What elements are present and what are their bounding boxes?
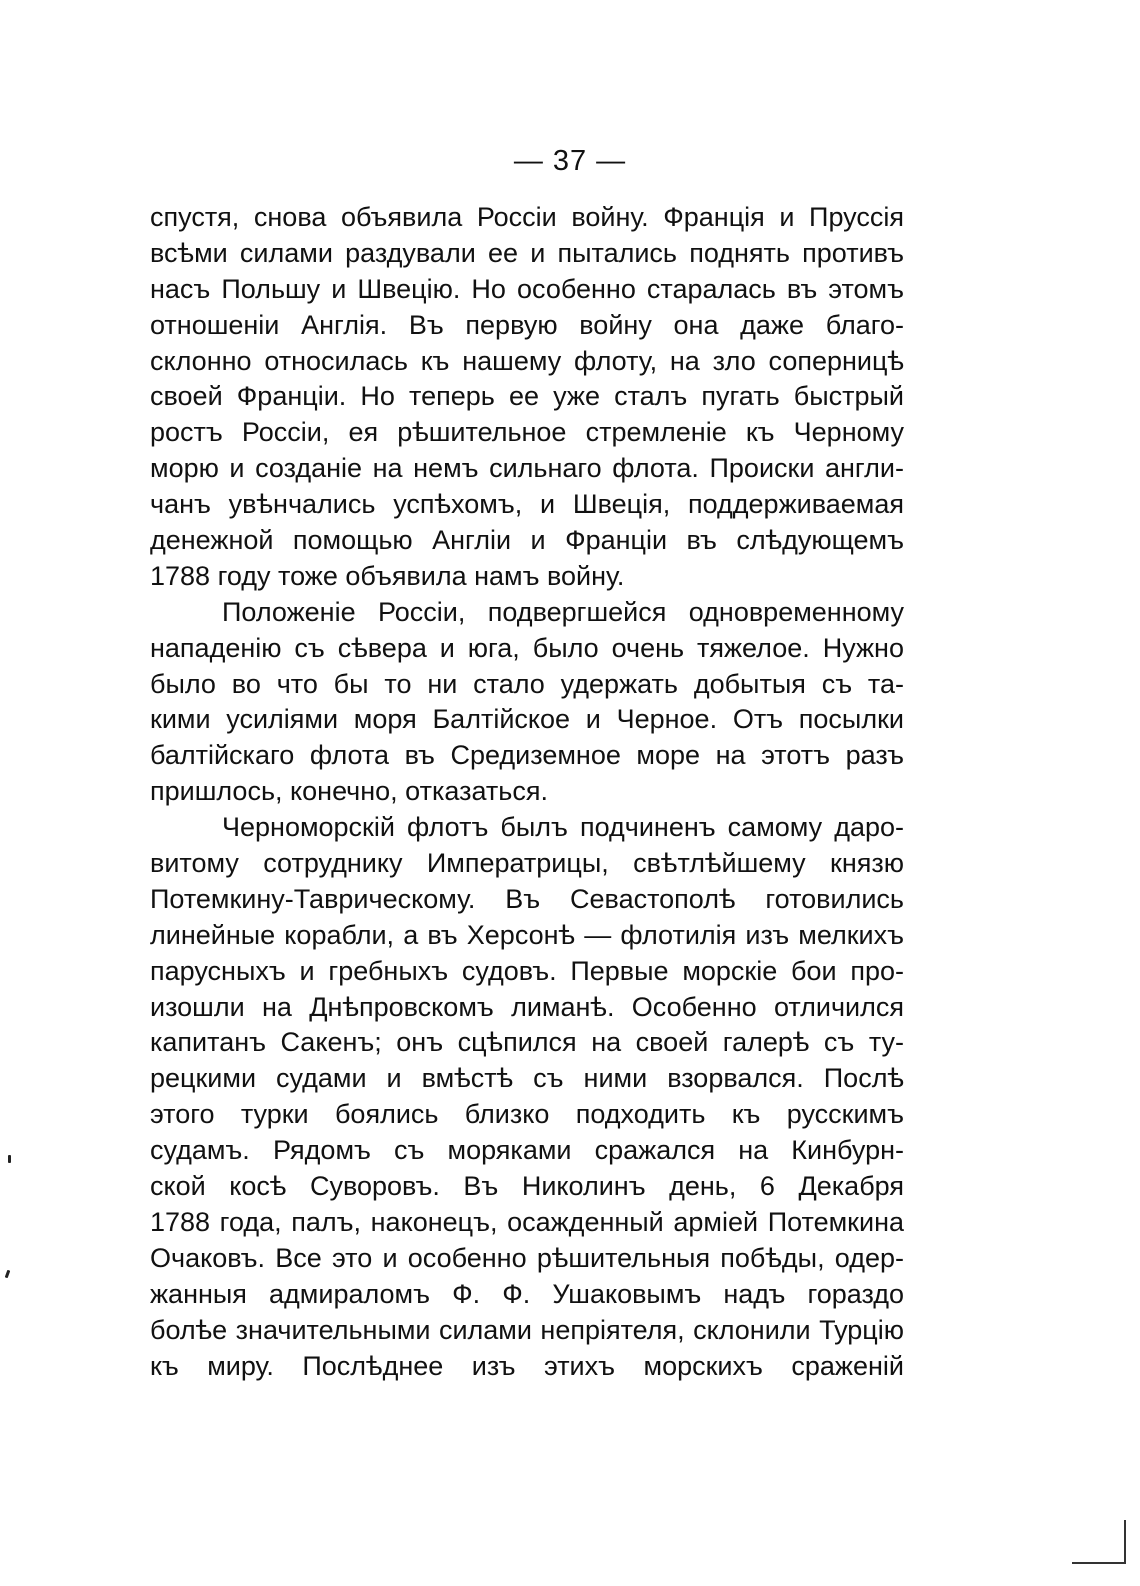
text-line: спустя, снова объявила Россіи войну. Франція и Пруссія [150, 202, 904, 232]
text-line: болѣе значительными силами непріятеля, склонили Турцію [150, 1314, 904, 1345]
text-line: 1788 года, палъ, наконецъ, осажденный арміей Потемкина [150, 1206, 904, 1237]
text-line: пришлось, конечно, отказаться. [150, 776, 548, 807]
text-line: Очаковъ. Все это и особенно рѣшительныя побѣды, одер- [150, 1242, 904, 1273]
text-line: Положеніе Россіи, подвергшейся одновременному [222, 596, 904, 627]
text-line: насъ Польшу и Швецію. Но особенно старалась въ этомъ [150, 273, 904, 304]
text-line: линейные корабли, а въ Херсонѣ — флотилія изъ мелкихъ [150, 919, 904, 950]
paragraph [150, 595, 904, 810]
text-line: изошли на Днѣпровскомъ лиманѣ. Особенно отличился [150, 991, 904, 1022]
scan-speck [5, 1270, 11, 1279]
text-line: балтійскаго флота въ Средиземное море на этотъ разъ [150, 740, 904, 771]
text-line: рецкими судами и вмѣстѣ съ ними взорвался. Послѣ [150, 1063, 904, 1094]
text-line: было во что бы то ни стало удержать добытыя съ та- [150, 668, 904, 699]
text-line: чанъ увѣнчались успѣхомъ, и Швеція, поддерживаемая [150, 489, 904, 520]
paragraph [150, 810, 904, 1384]
crop-mark [1072, 1562, 1126, 1564]
text-line: ростъ Россіи, ея рѣшительное стремленіе къ Черному [150, 417, 904, 448]
text-line: къ миру. Послѣднее изъ этихъ морскихъ сраженій [150, 1350, 904, 1381]
text-line: этого турки боялись близко подходить къ русскимъ [150, 1099, 904, 1130]
text-line: денежной помощью Англіи и Франціи въ слѣдующемъ [150, 525, 904, 556]
paragraph [150, 200, 904, 595]
text-line: своей Франціи. Но теперь ее уже сталъ пугать быстрый [150, 381, 904, 412]
text-line: жанныя адмираломъ Ф. Ф. Ушаковымъ надъ гораздо [150, 1278, 904, 1309]
text-line: нападенію съ сѣвера и юга, было очень тяжелое. Нужно [150, 632, 904, 663]
page-number: — 37 — [513, 145, 627, 177]
text-line: Черноморскій флотъ былъ подчиненъ самому даро- [222, 812, 904, 843]
text-line: всѣми силами раздували ее и пытались поднять противъ [150, 237, 904, 268]
text-line: витому сотруднику Императрицы, свѣтлѣйшему князю [150, 848, 904, 879]
text-line: склонно относилась къ нашему флоту, на зло соперницѣ [150, 345, 904, 376]
page-body [150, 200, 904, 1384]
text-line: отношеніи Англія. Въ первую войну она даже благо- [150, 309, 904, 340]
text-line: 1788 году тоже объявила намъ войну. [150, 560, 625, 591]
text-line: капитанъ Сакенъ; онъ сцѣпился на своей галерѣ съ ту- [150, 1027, 904, 1058]
text-line: морю и созданіе на немъ сильнаго флота. Происки англи- [150, 453, 904, 484]
text-line: кими усиліями моря Балтійское и Черное. Отъ посылки [150, 704, 904, 735]
text-line: Потемкину-Таврическому. Въ Севастополѣ готовились [150, 883, 904, 914]
crop-mark [1124, 1520, 1126, 1564]
text-line: парусныхъ и гребныхъ судовъ. Первые морскіе бои про- [150, 955, 904, 986]
text-line: судамъ. Рядомъ съ моряками сражался на Кинбурн- [150, 1135, 904, 1166]
scan-speck [8, 1155, 11, 1163]
text-line: ской косѣ Суворовъ. Въ Николинъ день, 6 Декабря [150, 1171, 904, 1202]
